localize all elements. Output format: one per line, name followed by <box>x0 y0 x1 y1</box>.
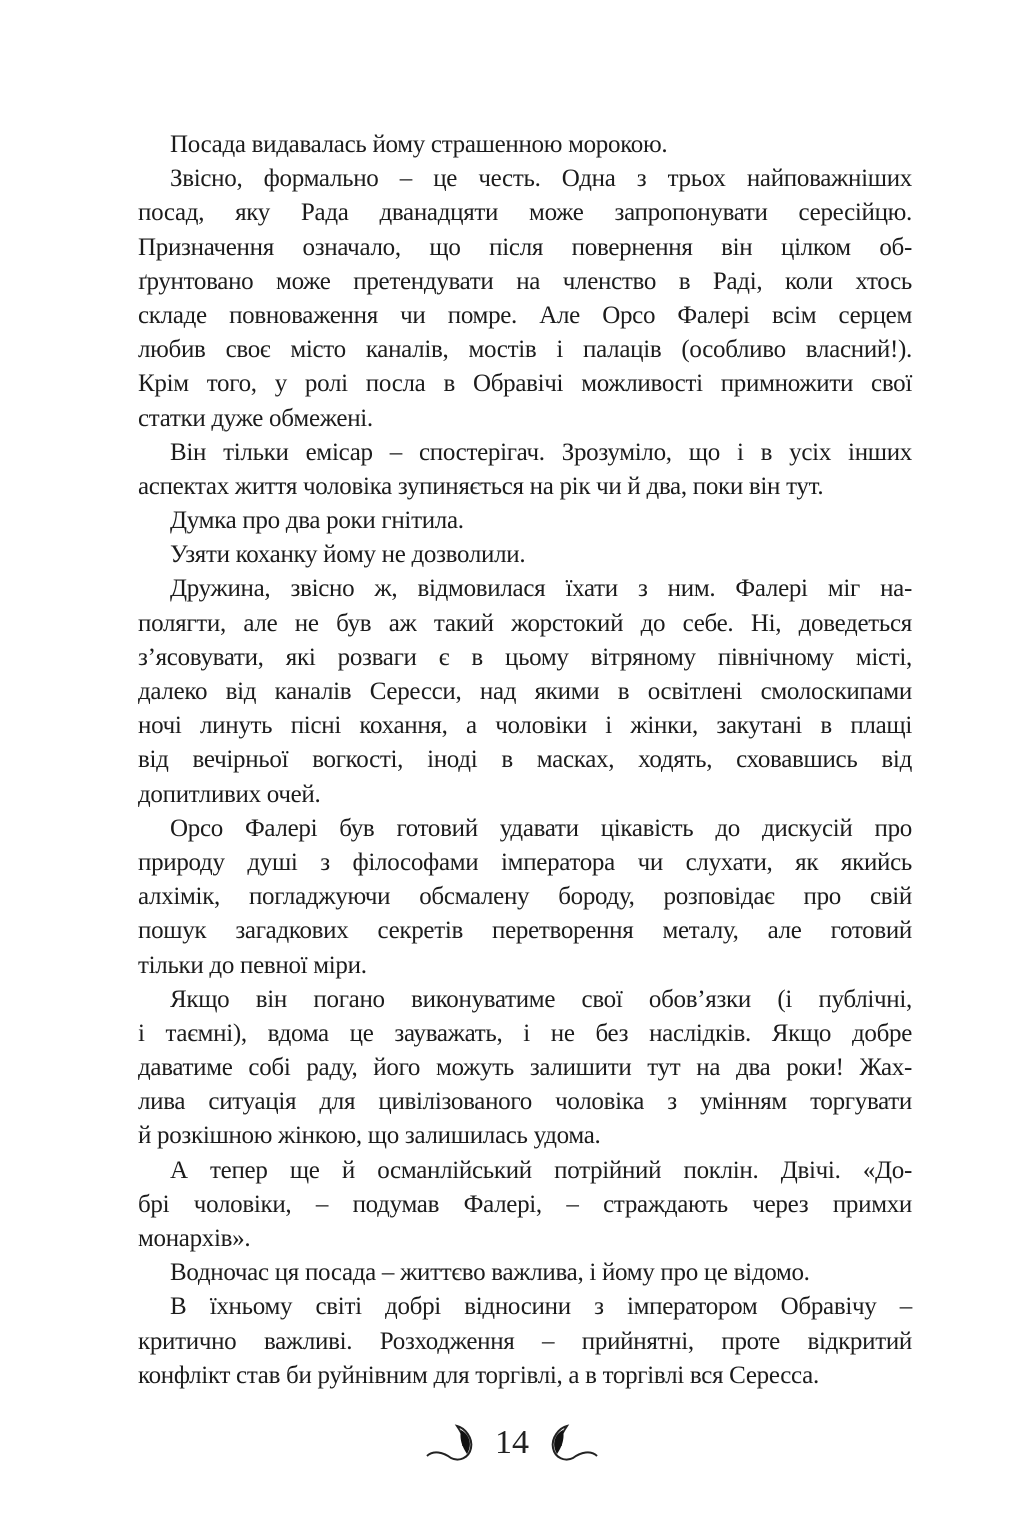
paragraph <box>138 1154 912 1257</box>
text-line: любив своє місто каналів, мостів і палаців (особливо власний!). <box>138 336 912 364</box>
text-line: Орсо Фалері був готовий удавати цікавість до дискусій про <box>170 814 912 842</box>
text-line: ночі линуть пісні кохання, а чоловіки і жінки, закутані в плащі <box>138 712 912 740</box>
text-line: природу душі з філософами імператора чи слухати, як якийсь <box>138 848 912 876</box>
page-footer <box>0 1418 1024 1468</box>
paragraph <box>138 572 912 811</box>
text-line: ґрунтовано може претендувати на членство в Раді, коли хтось <box>138 267 912 295</box>
text-line: лива ситуація для цивілізованого чоловіка з умінням торгувати <box>138 1088 912 1116</box>
text-line: Призначення означало, що після повернення він цілком об- <box>138 233 912 261</box>
paragraph <box>138 504 912 538</box>
left-ornament-icon <box>425 1418 485 1468</box>
text-line: посад, яку Рада дванадцяти може запропонувати сересійцю. <box>138 199 912 227</box>
paragraph <box>138 983 912 1154</box>
text-line: від вечірньої вогкості, іноді в масках, ходять, сховавшись від <box>138 746 912 774</box>
text-line: Звісно, формально – це честь. Одна з трьох найповажніших <box>170 165 912 193</box>
paragraph <box>138 538 912 572</box>
paragraph <box>138 1290 912 1393</box>
body-text <box>138 128 912 1393</box>
text-line: і таємні), вдома це зауважать, і не без наслідків. Якщо добре <box>138 1019 912 1047</box>
paragraph <box>138 812 912 983</box>
text-line: В їхньому світі добрі відносини з імператором Обравічу – <box>170 1293 912 1321</box>
text-line: конфлікт став би руйнівним для торгівлі, а в торгівлі вся Сересса. <box>138 1361 819 1389</box>
text-line: Узяти коханку йому не дозволили. <box>170 541 526 569</box>
text-line: монархів». <box>138 1225 251 1252</box>
text-line: Дружина, звісно ж, відмовилася їхати з ним. Фалері міг на- <box>170 575 912 603</box>
text-line: Він тільки емісар – спостерігач. Зрозуміло, що і в усіх інших <box>170 438 912 466</box>
text-line: критично важливі. Розходження – прийнятні, проте відкритий <box>138 1327 912 1355</box>
text-line: складе повноваження чи помре. Але Орсо Фалері всім серцем <box>138 301 912 329</box>
text-line: Посада видавалась йому страшенною морокою. <box>170 131 668 158</box>
text-line: Водночас ця посада – життєво важлива, і йому про це відомо. <box>170 1259 810 1287</box>
text-line: даватиме собі раду, його можуть залишити тут на два роки! Жах- <box>138 1054 912 1082</box>
text-line: А тепер ще й османлійський потрійний поклін. Двічі. «До- <box>170 1156 912 1184</box>
text-line: полягти, але не був аж такий жорстокий до себе. Ні, доведеться <box>138 609 912 637</box>
paragraph <box>138 1256 912 1290</box>
text-line: статки дуже обмежені. <box>138 404 373 432</box>
text-line: брі чоловіки, – подумав Фалері, – страждають через примхи <box>138 1190 912 1218</box>
right-ornament-icon <box>539 1418 599 1468</box>
page-number: 14 <box>495 1424 529 1461</box>
text-line: й розкішною жінкою, що залишилась удома. <box>138 1122 601 1150</box>
text-line: Крім того, у ролі посла в Обравічі можливості примножити свої <box>138 370 912 398</box>
paragraph <box>138 162 912 436</box>
text-line: Якщо він погано виконуватиме свої обов’язки (і публічні, <box>170 985 912 1013</box>
text-line: алхімік, погладжуючи обсмалену бороду, розповідає про свій <box>138 883 912 911</box>
paragraph <box>138 128 912 162</box>
text-line: допитливих очей. <box>138 780 321 808</box>
text-line: Думка про два роки гнітила. <box>170 507 464 535</box>
text-line: пошук загадкових секретів перетворення металу, але готовий <box>138 917 912 945</box>
text-line: тільки до певної міри. <box>138 951 367 979</box>
text-line: далеко від каналів Сересси, над якими в освітлені смолоскипами <box>138 678 912 705</box>
text-line: з’ясовувати, які розваги є в цьому вітряному північному місті, <box>138 643 912 671</box>
paragraph <box>138 436 912 504</box>
text-line: аспектах життя чоловіка зупиняється на рік чи й два, поки він тут. <box>138 472 824 500</box>
